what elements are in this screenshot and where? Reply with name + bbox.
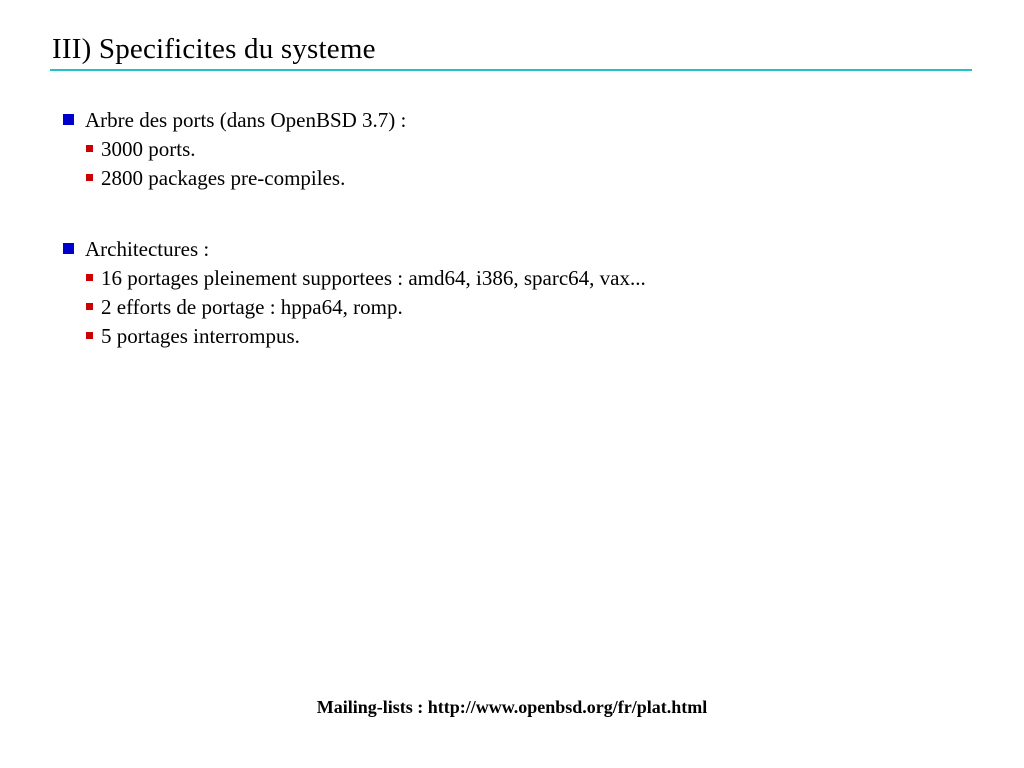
red-square-bullet-icon	[86, 174, 93, 181]
red-square-bullet-icon	[86, 332, 93, 339]
footer-mailing-lists: Mailing-lists : http://www.openbsd.org/fr/plat.html	[316, 697, 708, 717]
list-item-level2	[86, 164, 963, 193]
list-item-level2	[86, 135, 963, 164]
slide-body	[63, 106, 963, 351]
list-item-text: 3000 ports.	[101, 137, 196, 161]
list-item-level2	[86, 322, 963, 351]
red-square-bullet-icon	[86, 274, 93, 281]
list-item-text: 2 efforts de portage : hppa64, romp.	[101, 295, 403, 319]
list-item-text: Architectures :	[85, 237, 210, 261]
slide-title: III) Specificites du systeme	[52, 33, 376, 65]
blue-square-bullet-icon	[63, 243, 74, 254]
list-item-text: 16 portages pleinement supportees : amd64, i386, sparc64, vax...	[101, 266, 646, 290]
list-item-text: Arbre des ports (dans OpenBSD 3.7) :	[85, 108, 407, 132]
list-item-level1	[63, 235, 963, 264]
red-square-bullet-icon	[86, 303, 93, 310]
red-square-bullet-icon	[86, 145, 93, 152]
section-ports	[63, 106, 963, 193]
blue-square-bullet-icon	[63, 114, 74, 125]
list-item-text: 2800 packages pre-compiles.	[101, 166, 346, 190]
list-item-level1	[63, 106, 963, 135]
list-item-text: 5 portages interrompus.	[101, 324, 300, 348]
list-item-level2	[86, 264, 963, 293]
section-architectures	[63, 235, 963, 351]
title-underline-rule	[50, 69, 972, 71]
list-item-level2	[86, 293, 963, 322]
